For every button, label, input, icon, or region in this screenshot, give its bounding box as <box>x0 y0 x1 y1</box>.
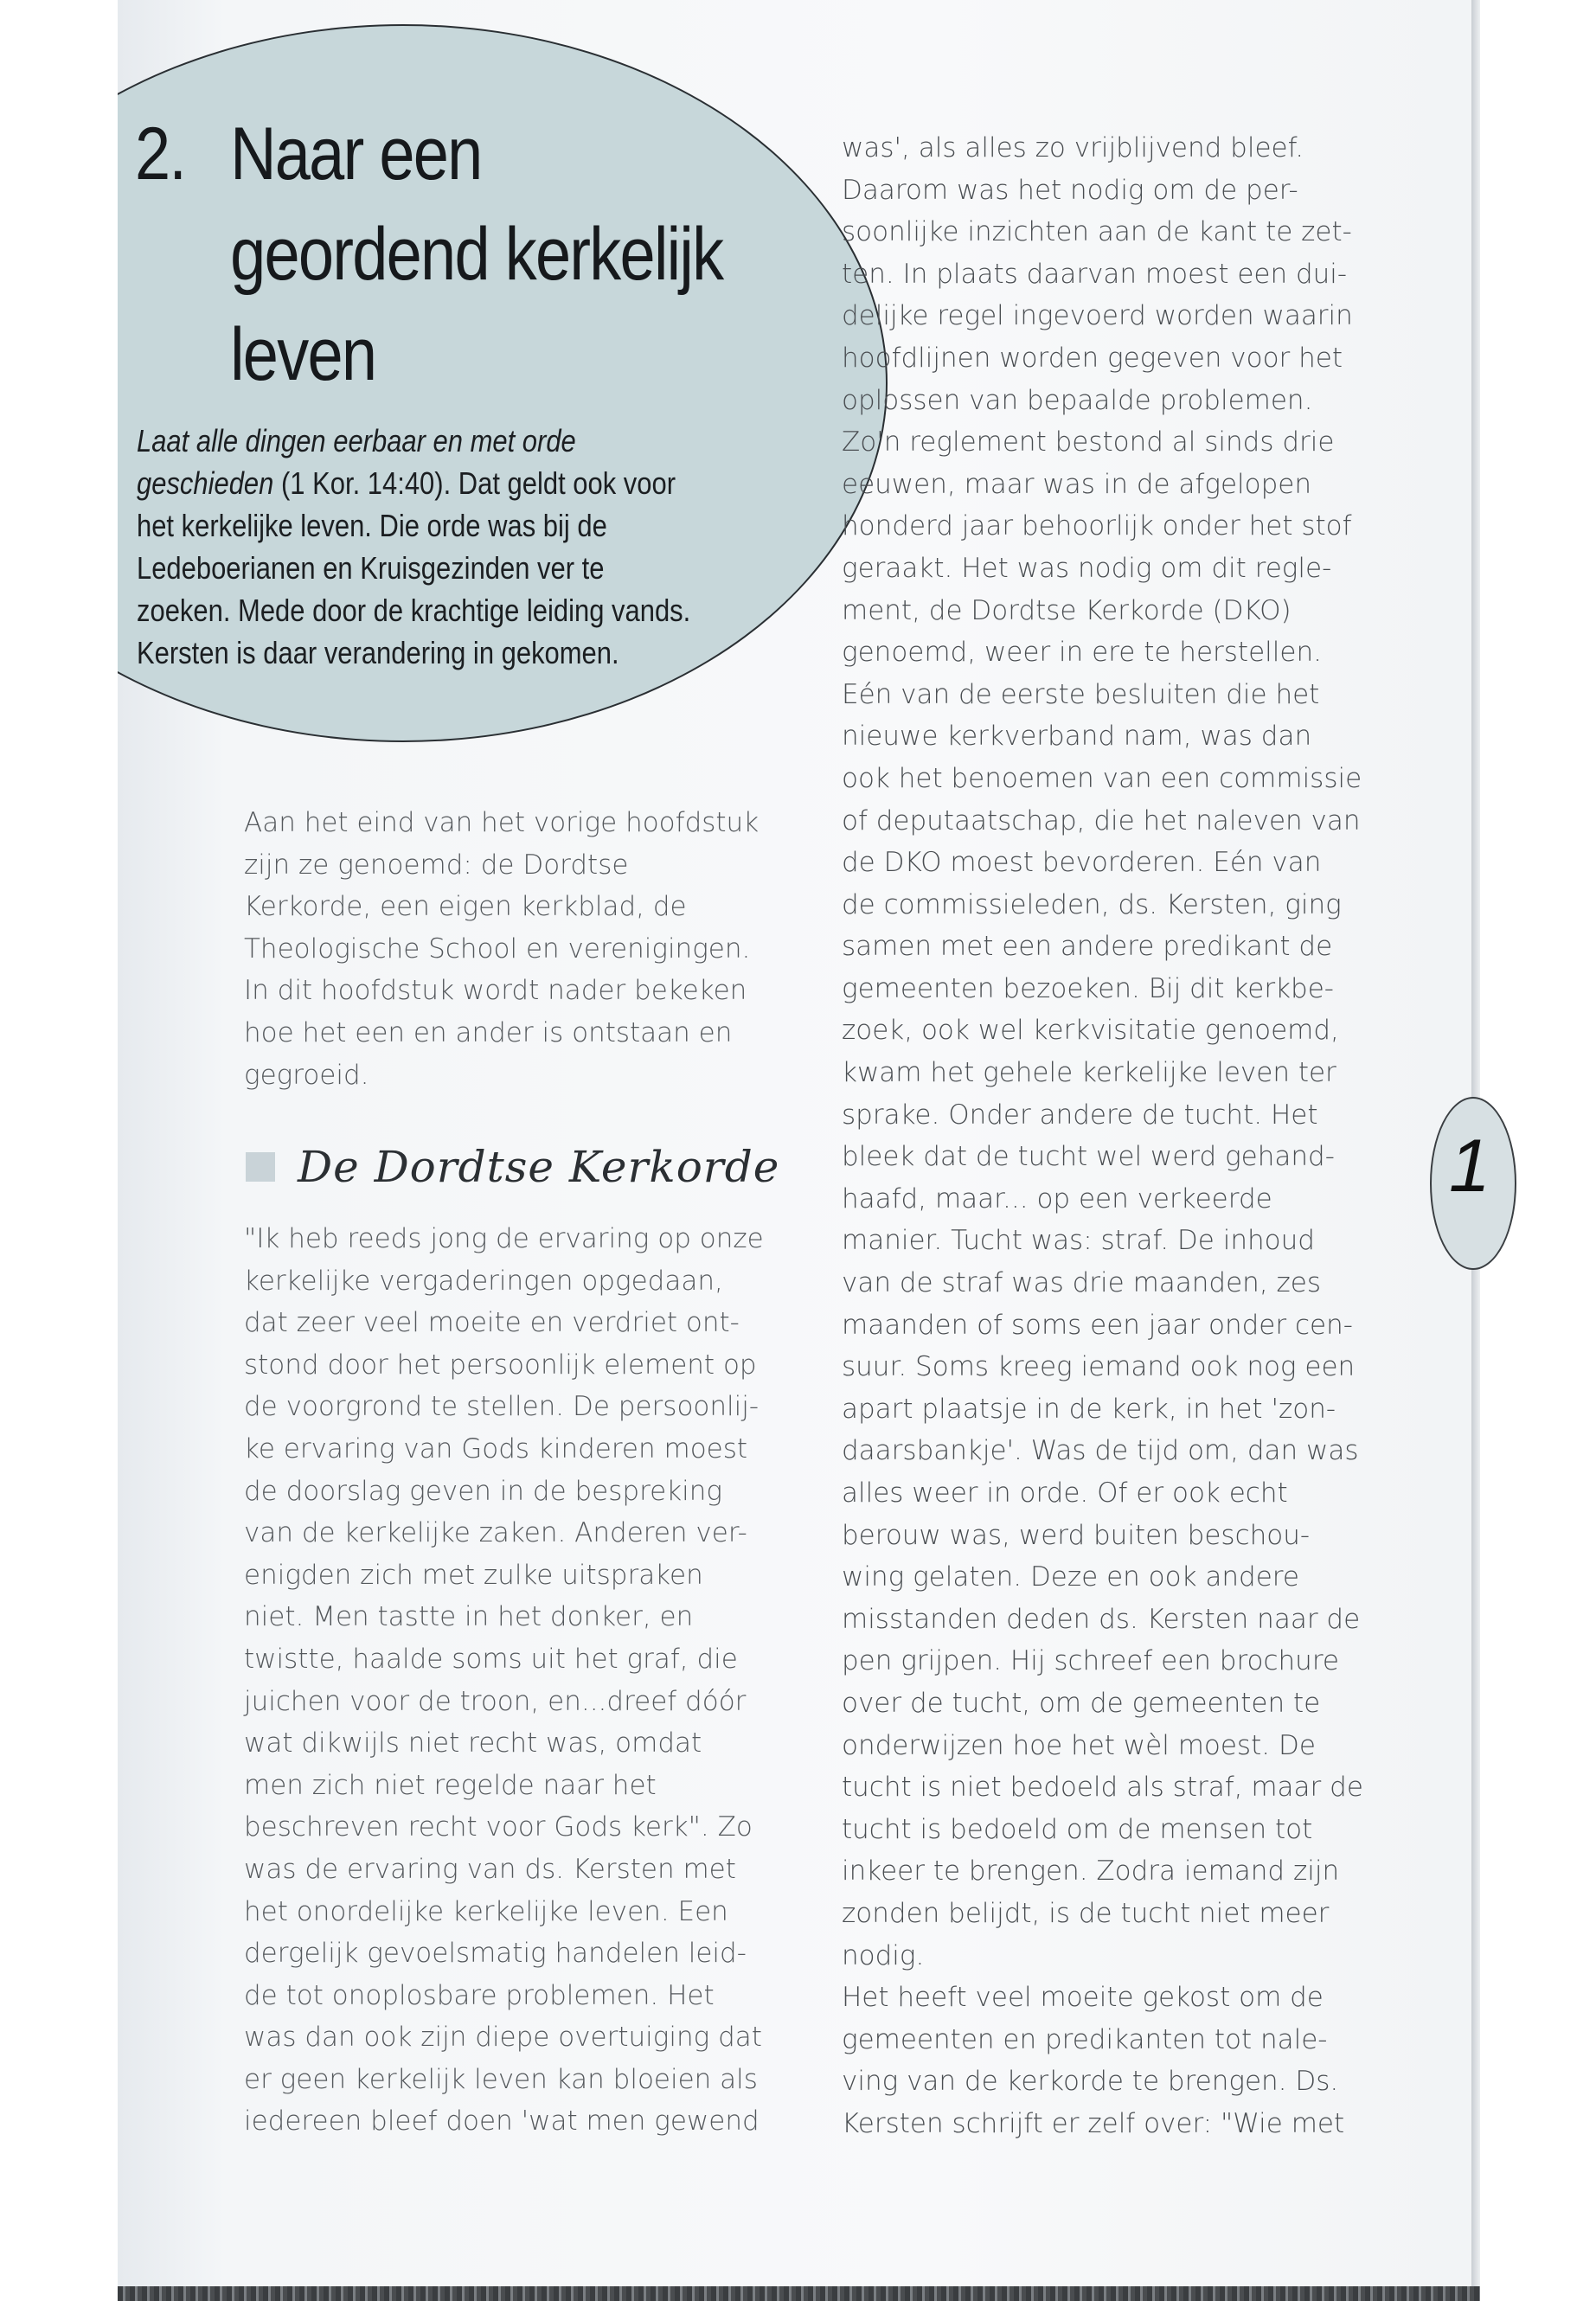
intro-verse: Laat alle dingen eerbaar en met orde geschieden <box>137 423 576 501</box>
intro-text: (1 Kor. 14:40). Dat geldt ook voor het kerkelijke leven. Die orde was bij de Ledeboerianen en Kruisgezinden ver te zoeken. Mede door de krachtige leiding vands. Kersten is daar verandering in gekomen. <box>137 465 691 670</box>
chapter-title-line-2: geordend kerkelijk <box>230 213 723 296</box>
chapter-title <box>135 104 722 405</box>
heading-square-icon <box>246 1152 275 1182</box>
chapter-title-line-1: 2. Naar een <box>135 104 722 204</box>
chapter-intro <box>137 420 702 674</box>
section-heading-text: De Dordtse Kerkorde <box>298 1142 780 1192</box>
section-heading <box>246 1142 779 1192</box>
quote-paragraph: "Ik heb reeds jong de ervaring op onze kerkelijke vergaderingen opgedaan, dat zeer veel moeite en verdriet ont- stond door het persoonlijk element op de voorgrond te stellen. De persoonlij- ke ervaring van Gods kinderen moest de doorslag geven in de bespreking van de kerkelijke zaken. Anderen ver- enigden zich met zulke uitspraken niet. Men tastte in het donker, en twistte, haalde soms uit het graf, die juichen voor de troon, en...dreef dóór wat dikwijls niet recht was, omdat men zich niet regelde naar het beschreven recht voor Gods kerk". Zo was de ervaring van ds. Kersten met het onordelijke kerkelijke leven. Een dergelijk gevoelsmatig handelen leid- de tot onoplosbare problemen. Het was dan ook zijn diepe overtuiging dat er geen kerkelijk leven kan bloeien als iedereen bleef doen 'wat men gewend <box>244 1223 764 2138</box>
chapter-title-line-3: leven <box>230 313 376 396</box>
right-column-text: was', als alles zo vrijblijvend bleef. Daarom was het nodig om de per- soonlijke inzichten aan de kant te zet- ten. In plaats daarvan moest een dui- delijke regel ingevoerd worden waarin hoofdlijnen worden gegeven voor het oplossen van bepaalde problemen. Zo'n reglement bestond al sinds drie eeuwen, maar was in de afgelopen honderd jaar behoorlijk onder het stof geraakt. Het was nodig om dit regle- ment, de Dordtse Kerkorde (DKO) genoemd, weer in ere te herstellen. Eén van de eerste besluiten die het nieuwe kerkverband nam, was dan ook het benoemen van een commissie of deputaatschap, die het naleven van de DKO moest bevorderen. Eén van de commissieleden, ds. Kersten, ging samen met een andere predikant de gemeenten bezoeken. Bij dit kerkbe- zoek, ook wel kerkvisitatie genoemd, kwam het gehele kerkelijke leven ter sprake. Onder andere de tucht. Het bleek dat de tucht wel werd gehand- haafd, maar... op een verkeerde manier. Tucht was: straf. De inhoud van de straf was drie maanden, zes maanden of soms een jaar onder cen- suur. Soms kreeg iemand ook nog een apart plaatsje in de kerk, in het 'zon- daarsbankje'. Was de tijd om, dan was alles weer in orde. Of er ook echt berouw was, werd buiten beschou- wing gelaten. Deze en ook andere misstanden deden ds. Kersten naar de pen grijpen. Hij schreef een brochure over de tucht, om de gemeenten te onderwijzen hoe het wèl moest. De tucht is niet bedoeld als straf, maar de tucht is bedoeld om de mensen tot inkeer te brengen. Zodra iemand zijn zonden belijdt, is de tucht niet meer nodig. Het heeft veel moeite gekost om de gemeenten en predikanten tot nale- ving van de kerkorde te brengen. Ds. Kersten schrijft er zelf over: "Wie met <box>842 132 1363 2139</box>
chapter-tab-number: 1 <box>1449 1125 1490 1208</box>
chapter-number: 2. <box>135 112 186 195</box>
book-page <box>118 0 1471 2301</box>
intro-paragraph: Aan het eind van het vorige hoofdstuk zijn ze genoemd: de Dordtse Kerkorde, een eigen kerkblad, de Theologische School en verenigingen. In dit hoofdstuk wordt nader bekeken hoe het een en ander is ontstaan en gegroeid. <box>244 807 760 1091</box>
scan-bottom-edge <box>118 2286 1480 2301</box>
